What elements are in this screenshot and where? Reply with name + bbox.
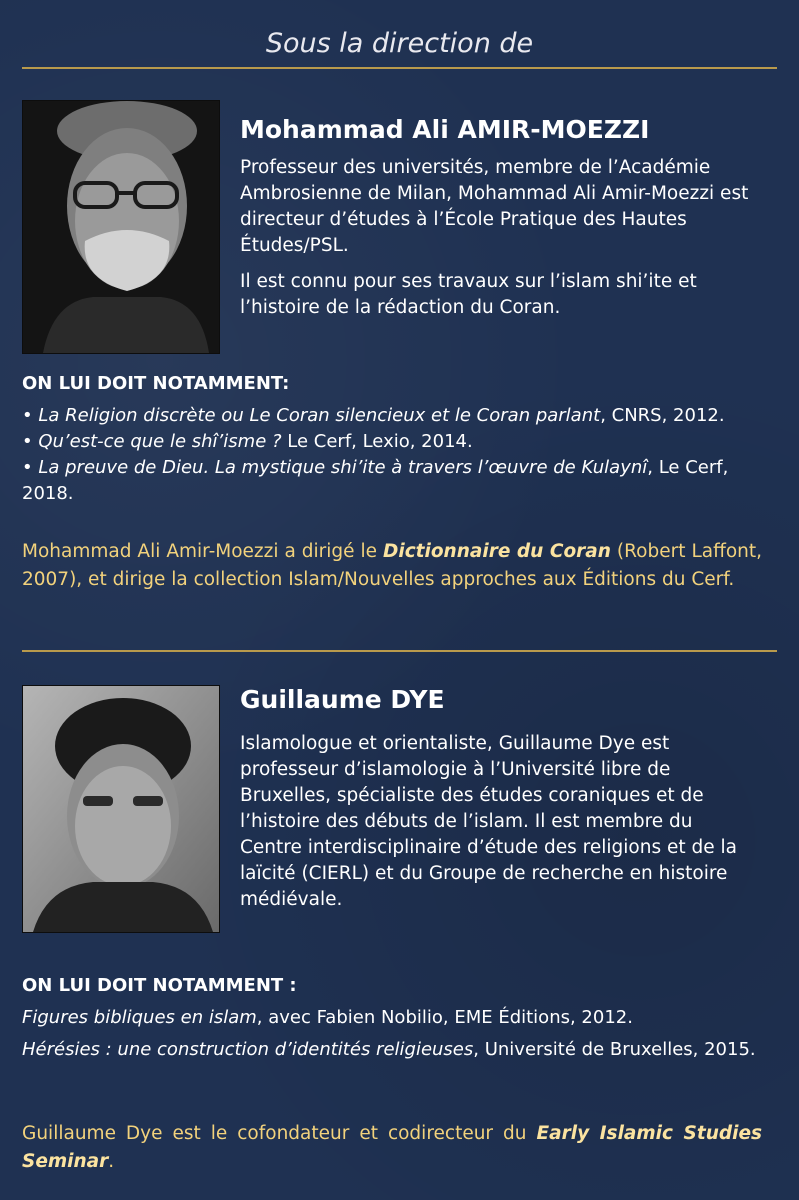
portrait-icon [23,686,219,932]
bio-paragraph: Il est connu pour ses travaux sur l’islam shi’ite et l’histoire de la rédaction du Coran. [240,271,697,318]
person-name: Mohammad Ali AMIR-MOEZZI [240,115,650,144]
divider [22,67,777,69]
photo-amir-moezzi [22,100,220,354]
list-item: • La preuve de Dieu. La mystique shi’ite à travers l’œuvre de Kulaynî, Le Cerf, 2018. [22,457,729,504]
list-item: Figures bibliques en islam, avec Fabien Nobilio, EME Éditions, 2012. [22,1007,633,1028]
works-list [22,1005,772,1063]
list-item: Hérésies : une construction d’identités religieuses, Université de Bruxelles, 2015. [22,1039,756,1060]
works-heading: ON LUI DOIT NOTAMMENT : [22,975,297,996]
works-heading: ON LUI DOIT NOTAMMENT: [22,373,290,394]
list-item: • Qu’est-ce que le shî’isme ? Le Cerf, Lexio, 2014. [22,431,473,452]
list-item: • La Religion discrète ou Le Coran silencieux et le Coran parlant, CNRS, 2012. [22,405,725,426]
photo-dye [22,685,220,933]
bio-paragraph: Professeur des universités, membre de l’Académie Ambrosienne de Milan, Mohammad Ali Amir-Moezzi est directeur d’études à l’École Pratique des Hautes Études/PSL. [240,157,749,256]
portrait-icon [23,101,219,353]
section-header: Sous la direction de [265,28,534,59]
works-list [22,403,772,507]
bio-paragraph: Islamologue et orientaliste, Guillaume Dye est professeur d’islamologie à l’Université libre de Bruxelles, spécialiste des études coraniques et de l’histoire des débuts de l’islam. Il est membre du Centre interdisciplinaire d’étude des religions et de la laïcité (CIERL) et du Groupe de recherche en histoire médiévale. [240,733,737,910]
person-bio [240,731,760,923]
divider [22,650,777,652]
editorial-note: Mohammad Ali Amir-Moezzi a dirigé le Dictionnaire du Coran (Robert Laffont, 2007), et dirige la collection Islam/Nouvelles approches aux Éditions du Cerf. [22,541,763,590]
person-bio [240,155,760,331]
editorial-note: Guillaume Dye est le cofondateur et codirecteur du Early Islamic Studies Seminar. [22,1123,763,1172]
person-name: Guillaume DYE [240,685,445,714]
